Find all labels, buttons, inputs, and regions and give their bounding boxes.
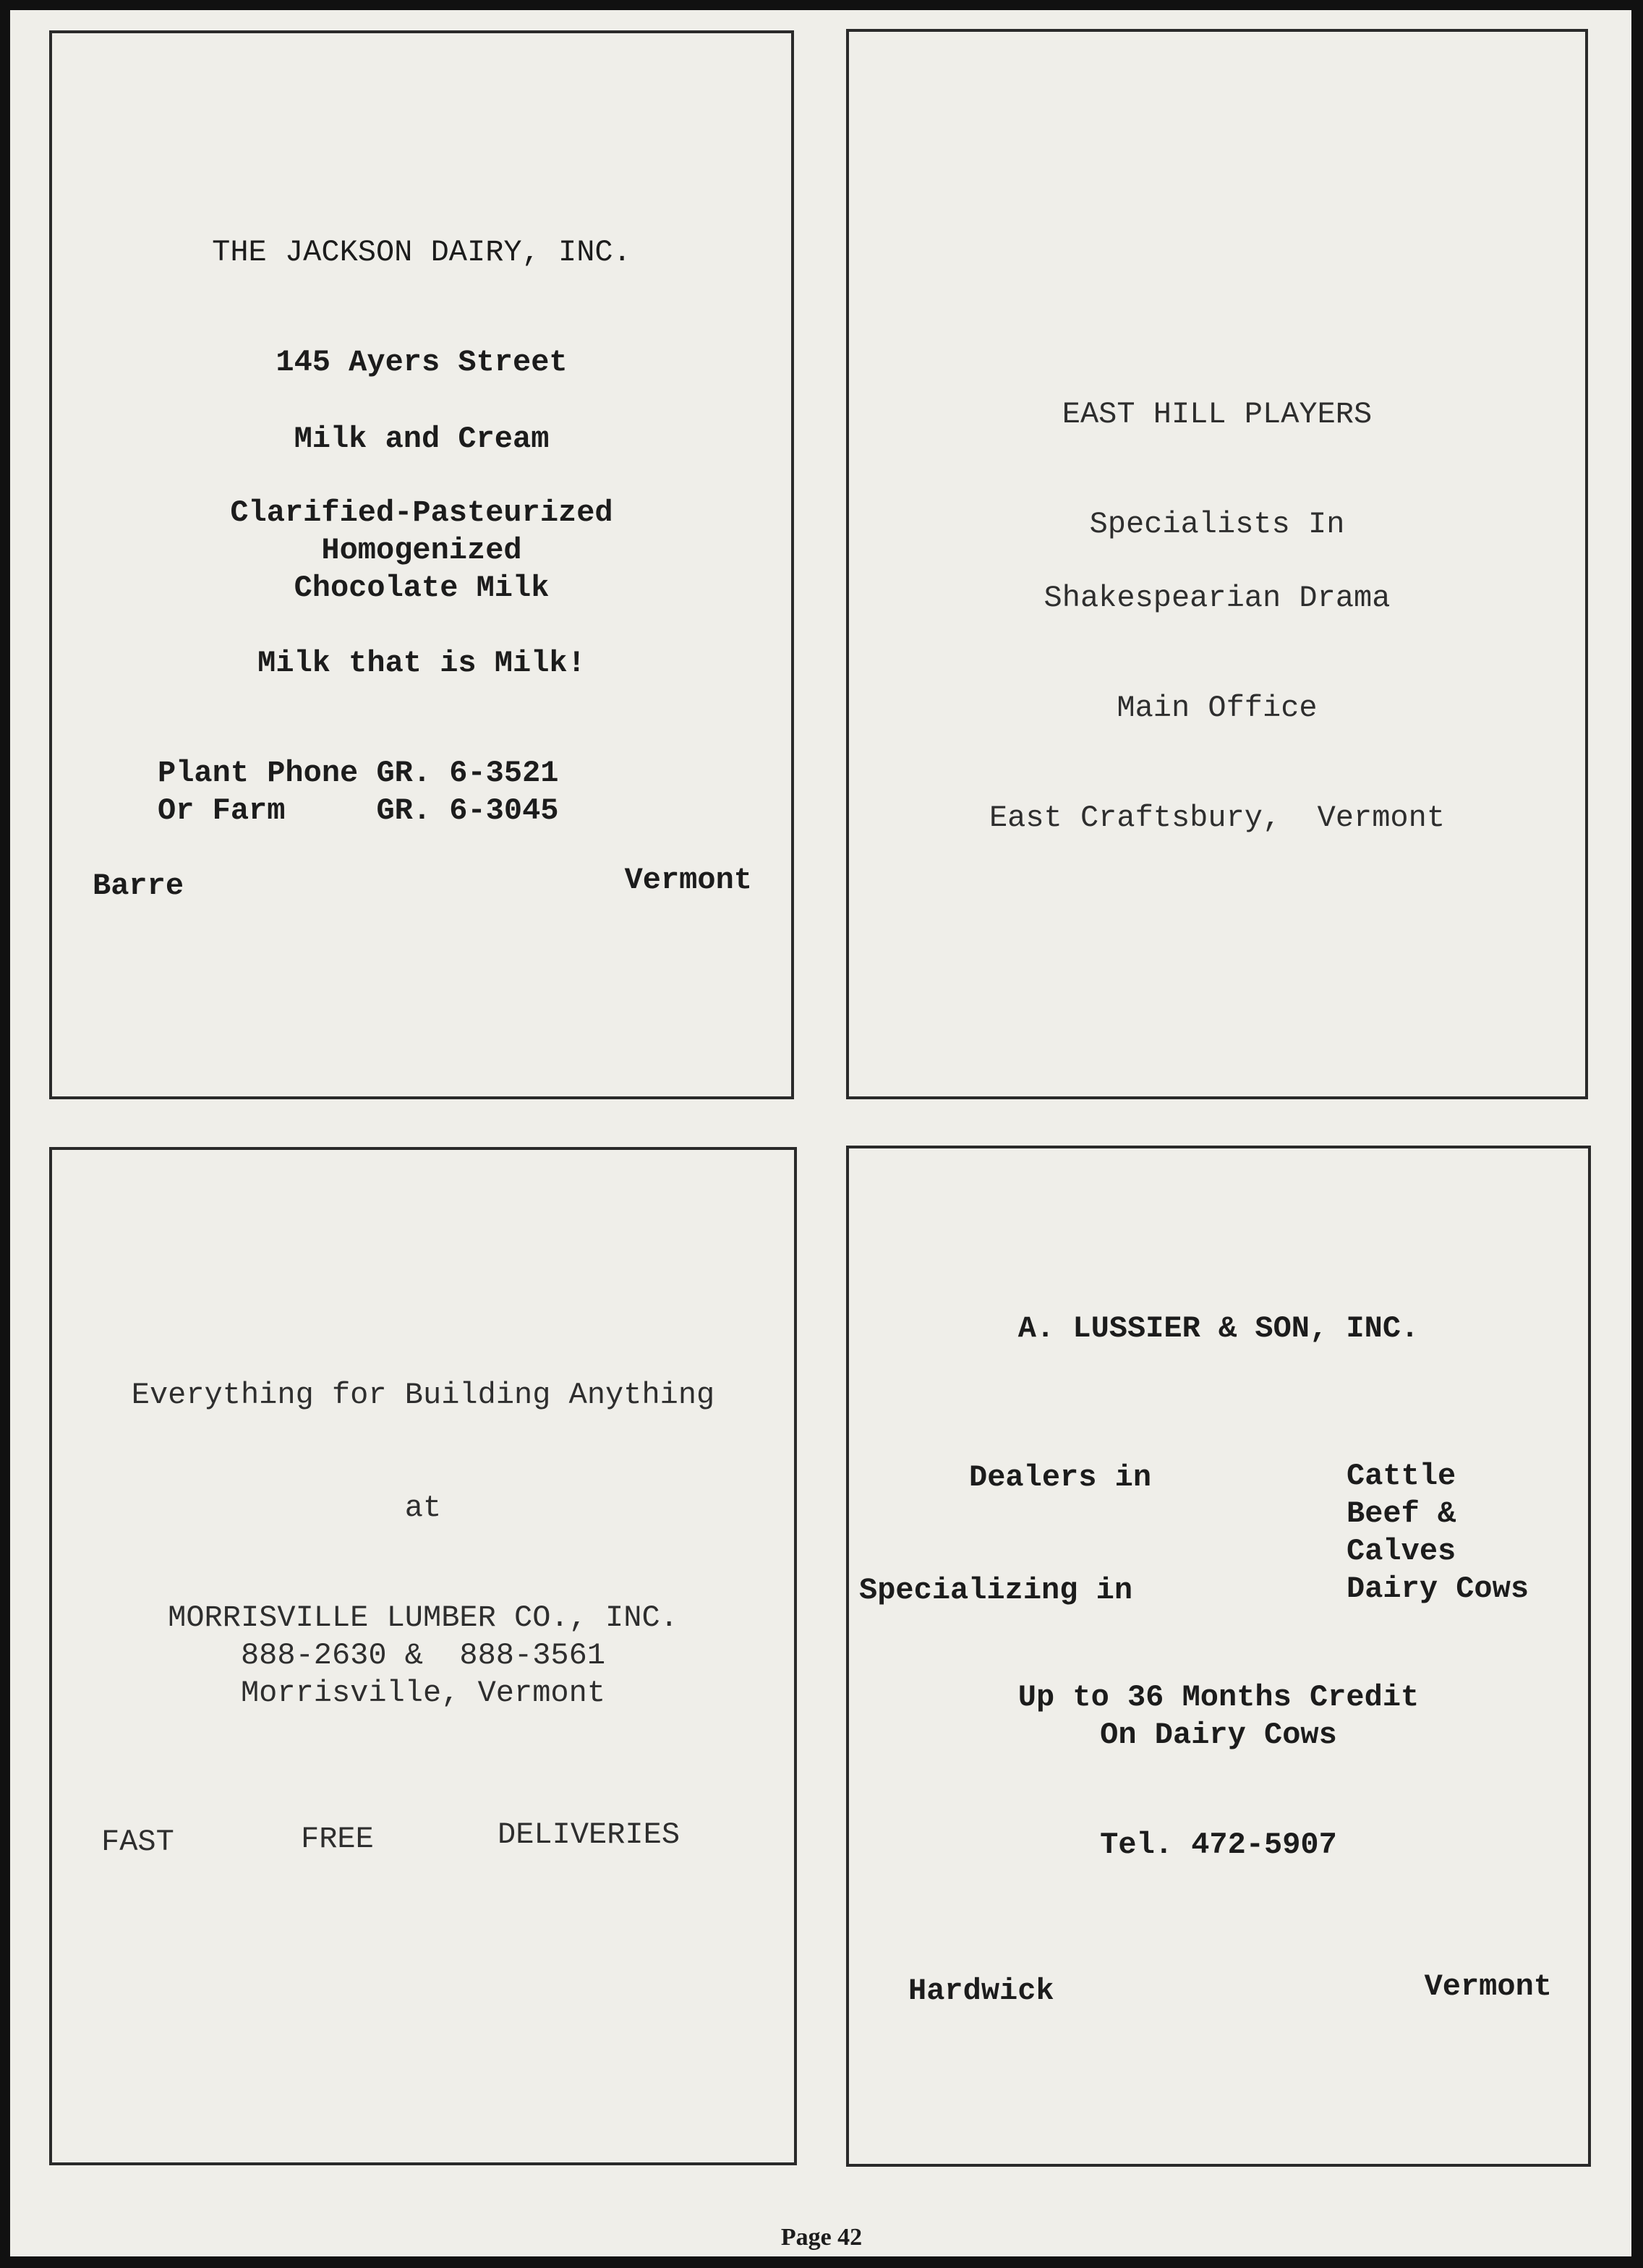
lussier-name: A. LUSSIER & SON, INC.: [1017, 1311, 1420, 1346]
ad-jackson-dairy: [49, 30, 794, 1099]
lussier-specializing-label: Specializing in: [859, 1573, 1133, 1608]
jackson-detail-2: Homogenized: [321, 533, 522, 568]
morrisville-deliveries: DELIVERIES: [498, 1817, 680, 1852]
lussier-dealers-item-3: Calves: [1347, 1534, 1456, 1569]
jackson-address: 145 Ayers Street: [276, 345, 568, 380]
lussier-dealers-label: Dealers in: [969, 1460, 1152, 1495]
page-number: Page 42: [780, 2224, 863, 2251]
morrisville-tagline: Everything for Building Anything: [131, 1378, 715, 1412]
lussier-credit-1: Up to 36 Months Credit: [1017, 1680, 1420, 1715]
lussier-town: Hardwick: [908, 1974, 1054, 2008]
lussier-dealers-item-2: Beef &: [1347, 1496, 1456, 1531]
lussier-state: Vermont: [1424, 1969, 1552, 2004]
morrisville-at: at: [404, 1491, 442, 1525]
east-hill-specialty-2: Shakespearian Drama: [1044, 581, 1391, 615]
lussier-tel: Tel. 472-5907: [1100, 1828, 1337, 1862]
morrisville-fast: FAST: [101, 1825, 174, 1859]
east-hill-office: Main Office: [1117, 691, 1318, 725]
jackson-farm-phone: Or Farm GR. 6-3045: [158, 793, 559, 828]
jackson-slogan: Milk that is Milk!: [257, 646, 586, 681]
morrisville-phones: 888-2630 & 888-3561: [240, 1638, 606, 1673]
lussier-credit-2: On Dairy Cows: [1100, 1718, 1337, 1752]
morrisville-free: FREE: [301, 1822, 374, 1856]
east-hill-specialty-1: Specialists In: [1089, 507, 1345, 542]
jackson-product: Milk and Cream: [294, 422, 550, 456]
jackson-plant-phone: Plant Phone GR. 6-3521: [158, 756, 559, 790]
ad-lussier-and-son: [846, 1146, 1591, 2167]
jackson-detail-3: Chocolate Milk: [294, 571, 550, 605]
jackson-name: THE JACKSON DAIRY, INC.: [212, 235, 631, 270]
east-hill-name: EAST HILL PLAYERS: [1062, 397, 1373, 432]
ad-east-hill-players: [846, 29, 1588, 1099]
ad-morrisville-lumber: [49, 1147, 797, 2165]
lussier-dealers-item-1: Cattle: [1347, 1459, 1456, 1493]
east-hill-location: East Craftsbury, Vermont: [989, 801, 1446, 835]
morrisville-name: MORRISVILLE LUMBER CO., INC.: [168, 1600, 678, 1635]
jackson-town: Barre: [93, 869, 184, 903]
jackson-detail-1: Clarified-Pasteurized: [230, 495, 613, 530]
lussier-specializing-item: Dairy Cows: [1347, 1572, 1529, 1606]
jackson-state: Vermont: [624, 863, 752, 898]
morrisville-town: Morrisville, Vermont: [240, 1676, 606, 1710]
